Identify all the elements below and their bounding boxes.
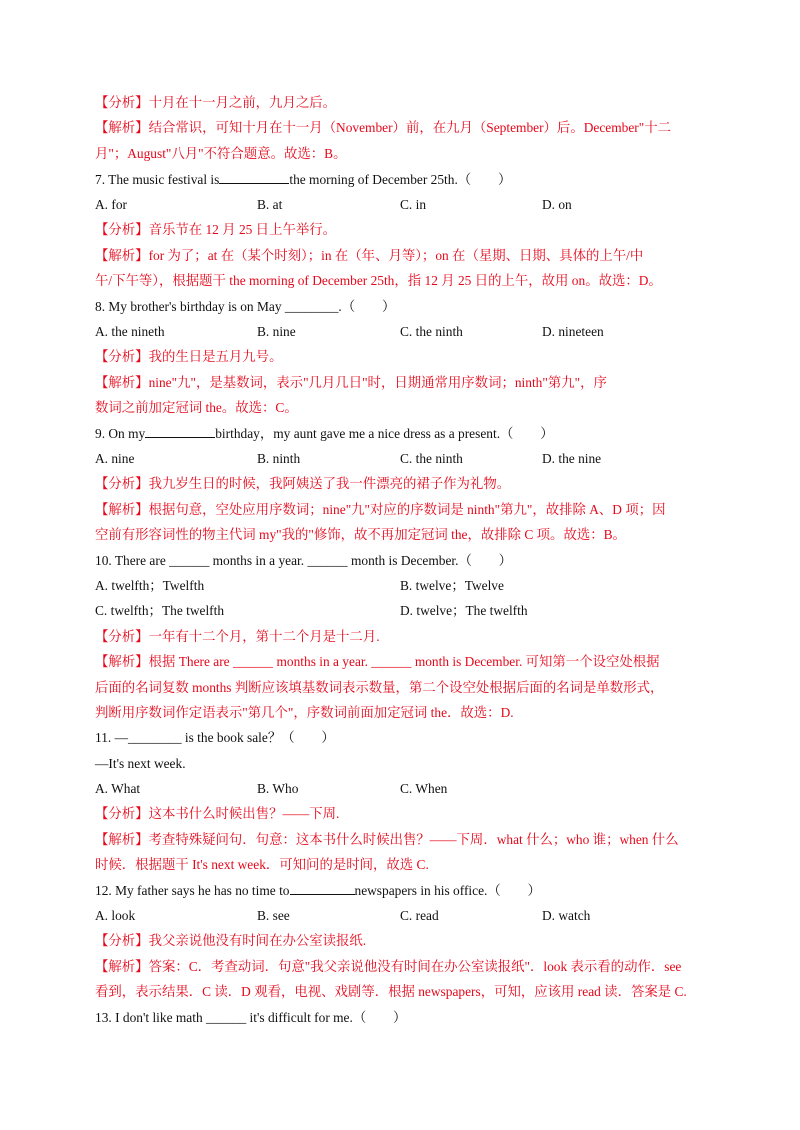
option-a: A. for (95, 197, 127, 212)
option-d: D. the nine (542, 451, 602, 466)
analysis-q8 (95, 348, 710, 366)
explanation-label: 【解析】 (95, 375, 149, 390)
options-q9 (95, 450, 710, 468)
analysis-label: 【分析】 (95, 95, 149, 110)
question-7 (95, 171, 710, 189)
option-c: C. twelfth；The twelfth (95, 603, 225, 618)
analysis-q7 (95, 221, 710, 239)
explanation-q10 (95, 653, 710, 671)
analysis-text: 我的生日是五月九号。 (148, 349, 283, 364)
question-11-reply: —It's next week. (95, 756, 186, 771)
answer-blank (145, 425, 215, 438)
analysis-q6 (95, 94, 710, 112)
explanation-q9-cont: 空前有形容词性的物主代词 my"我的"修饰，故不再加定冠词 the，故排除 C 项。故选：B。 (95, 527, 626, 542)
answer-blank (219, 171, 289, 184)
option-a: A. look (95, 908, 136, 923)
option-d: D. twelve；The twelfth (400, 603, 528, 618)
analysis-q11 (95, 805, 710, 823)
options-q10-row2 (95, 602, 710, 620)
explanation-q10-cont: 后面的名词复数 months 判断应该填基数词表示数量，第二个设空处根据后面的名词是单数形式， (95, 680, 664, 695)
option-a: A. nine (95, 451, 135, 466)
options-q7 (95, 196, 710, 214)
explanation-q11 (95, 831, 710, 849)
explanation-q8-cont: 数词之前加定冠词 the。故选：C。 (95, 400, 298, 415)
options-q12 (95, 907, 710, 925)
explanation-text: for 为了；at 在（某个时刻）；in 在（年、月等）；on 在（星期、日期、具体的上午/中 (148, 248, 644, 263)
question-12 (95, 882, 710, 900)
analysis-text: 我九岁生日的时候，我阿姨送了我一件漂亮的裙子作为礼物。 (148, 476, 511, 491)
analysis-label: 【分析】 (95, 629, 149, 644)
analysis-q12 (95, 932, 710, 950)
explanation-label: 【解析】 (95, 248, 149, 263)
options-q10-row1 (95, 577, 710, 595)
question-13: 13. I don't like math ______ it's difficult for me.（ ） (95, 1010, 407, 1025)
explanation-text: 结合常识，可知十月在十一月（November）前，在九月（September）后。December"十二 (148, 120, 671, 135)
option-b: B. at (257, 197, 283, 212)
option-b: B. ninth (257, 451, 301, 466)
analysis-text: 音乐节在 12 月 25 日上午举行。 (148, 222, 337, 237)
question-text: newspapers in his office.（ ） (354, 883, 541, 898)
analysis-q9 (95, 475, 710, 493)
question-text: 7. The music festival is (95, 172, 220, 187)
question-10: 10. There are ______ months in a year. ______ month is December.（ ） (95, 553, 513, 568)
analysis-text: 十月在十一月之前，九月之后。 (148, 95, 337, 110)
option-a: A. twelfth；Twelfth (95, 578, 205, 593)
question-text: 9. On my (95, 426, 146, 441)
option-b: B. Who (257, 781, 299, 796)
option-c: C. in (400, 197, 427, 212)
explanation-q12 (95, 958, 710, 976)
option-c: C. read (400, 908, 439, 923)
explanation-q7 (95, 247, 710, 265)
explanation-text: 根据 There are ______ months in a year. ______ month is December. 可知第一个设空处根据 (148, 654, 660, 669)
option-c: C. the ninth (400, 451, 463, 466)
explanation-q12-cont: 看到，表示结果．C 读．D 观看，电视、戏剧等．根据 newspapers，可知，应该用 read 读．答案是 C. (95, 984, 687, 999)
answer-blank (290, 882, 355, 895)
analysis-label: 【分析】 (95, 476, 149, 491)
question-11: 11. —________ is the book sale？（ ） (95, 730, 335, 745)
analysis-text: 我父亲说他没有时间在办公室读报纸. (148, 933, 367, 948)
analysis-text: 这本书什么时候出售？——下周. (148, 806, 340, 821)
analysis-q10 (95, 628, 710, 646)
explanation-label: 【解析】 (95, 959, 149, 974)
option-b: B. see (257, 908, 290, 923)
explanation-q11-cont: 时候．根据题干 It's next week．可知问的是时间，故选 C. (95, 857, 429, 872)
analysis-label: 【分析】 (95, 349, 149, 364)
explanation-text: nine"九"，是基数词，表示"几月几日"时，日期通常用序数词；ninth"第九"，序 (148, 375, 607, 390)
explanation-text: 根据句意，空处应用序数词；nine"九"对应的序数词是 ninth"第九"，故排除 A、D 项；因 (148, 502, 666, 517)
option-d: D. nineteen (542, 324, 604, 339)
analysis-label: 【分析】 (95, 933, 149, 948)
explanation-q6 (95, 119, 710, 137)
question-text: the morning of December 25th.（ ） (289, 172, 512, 187)
option-c: C. When (400, 781, 448, 796)
option-b: B. nine (257, 324, 296, 339)
options-q8 (95, 323, 710, 341)
explanation-label: 【解析】 (95, 832, 149, 847)
option-b: B. twelve；Twelve (400, 578, 504, 593)
explanation-q9 (95, 501, 710, 519)
option-d: D. on (542, 197, 572, 212)
question-9 (95, 425, 710, 443)
question-text: birthday，my aunt gave me a nice dress as a present.（ ） (215, 426, 554, 441)
option-c: C. the ninth (400, 324, 463, 339)
question-text: 12. My father says he has no time to (95, 883, 290, 898)
question-8: 8. My brother's birthday is on May ________.（ ） (95, 299, 396, 314)
option-d: D. watch (542, 908, 591, 923)
explanation-q8 (95, 374, 710, 392)
explanation-label: 【解析】 (95, 654, 149, 669)
analysis-text: 一年有十二个月，第十二个月是十二月. (148, 629, 380, 644)
explanation-label: 【解析】 (95, 120, 149, 135)
explanation-q7-cont: 午/下午等），根据题干 the morning of December 25th，指 12 月 25 日的上午，故用 on。故选：D。 (95, 273, 662, 288)
explanation-text: 考查特殊疑问句．句意：这本书什么时候出售？——下周．what 什么；who 谁；when 什么 (148, 832, 679, 847)
option-a: A. What (95, 781, 141, 796)
explanation-q10-cont2: 判断用序数词作定语表示"第几个"，序数词前面加定冠词 the．故选：D. (95, 705, 514, 720)
analysis-label: 【分析】 (95, 222, 149, 237)
explanation-label: 【解析】 (95, 502, 149, 517)
options-q11 (95, 780, 710, 798)
analysis-label: 【分析】 (95, 806, 149, 821)
explanation-q6-cont: 月"；August"八月"不符合题意。故选：B。 (95, 146, 347, 161)
option-a: A. the nineth (95, 324, 165, 339)
explanation-text: 答案：C．考查动词．句意"我父亲说他没有时间在办公室读报纸"．look 表示看的动作．see (148, 959, 682, 974)
